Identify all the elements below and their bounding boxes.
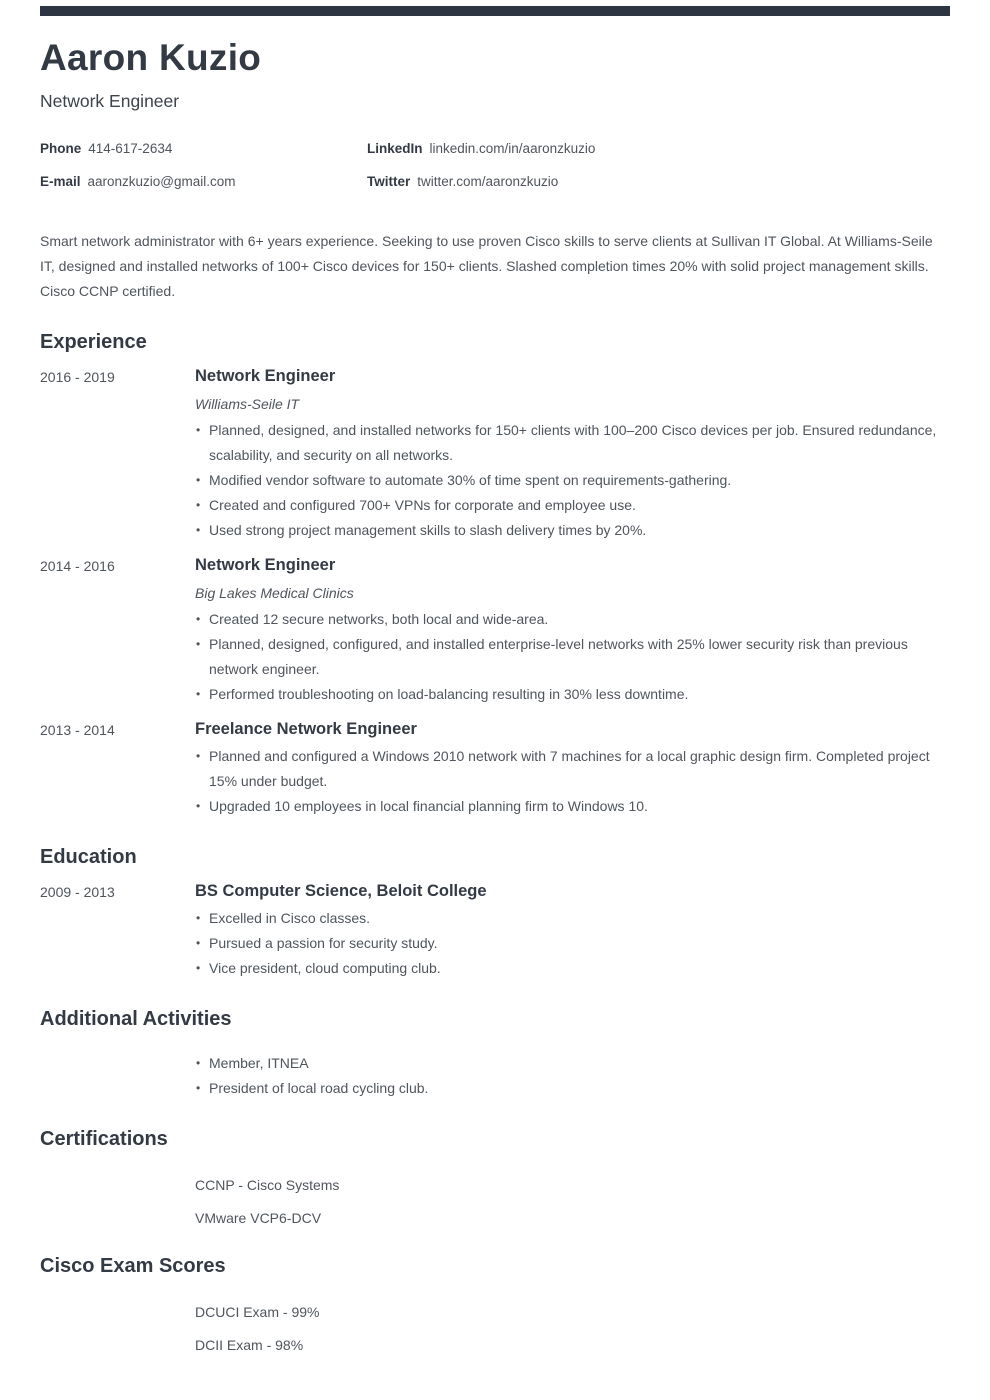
entry-company: Williams-Seile IT bbox=[195, 396, 300, 412]
entry-dates: 2009 - 2013 bbox=[40, 884, 115, 900]
contact-list bbox=[40, 140, 950, 191]
bullet-item: • Planned, designed, and installed networks for 150+ clients with 100–200 Cisco devices per job. Ensured redundance, scalability, and security on all networks. bbox=[195, 418, 950, 468]
bullet-list bbox=[195, 418, 950, 543]
contact-item-twitter bbox=[367, 173, 950, 191]
entry-dates: 2014 - 2016 bbox=[40, 558, 115, 574]
entry-body bbox=[195, 719, 950, 819]
section-certifications bbox=[40, 1127, 950, 1228]
entry-company: Big Lakes Medical Clinics bbox=[195, 585, 354, 601]
section-education bbox=[40, 845, 950, 981]
section-heading-experience: Experience bbox=[40, 331, 147, 353]
education-entry bbox=[40, 881, 950, 981]
bullet-item: • President of local road cycling club. bbox=[195, 1076, 950, 1101]
bullet-item: • Pursued a passion for security study. bbox=[195, 931, 950, 956]
section-additional-activities bbox=[40, 1007, 950, 1101]
entry-dates: 2013 - 2014 bbox=[40, 722, 115, 738]
contact-label: Twitter bbox=[367, 174, 411, 189]
entry-body bbox=[195, 881, 950, 981]
contact-label: Phone bbox=[40, 141, 82, 156]
bullet-list bbox=[195, 607, 950, 707]
bullet-list bbox=[195, 744, 950, 819]
entry-body bbox=[195, 366, 950, 543]
exam-score-item: DCII Exam - 98% bbox=[195, 1337, 304, 1353]
exam-score-item: DCUCI Exam - 99% bbox=[195, 1304, 320, 1320]
entry-title: Network Engineer bbox=[195, 367, 336, 385]
entry-title: Freelance Network Engineer bbox=[195, 720, 417, 738]
contact-label: LinkedIn bbox=[367, 141, 423, 156]
experience-entry bbox=[40, 719, 950, 819]
bullet-list bbox=[195, 906, 950, 981]
contact-value: twitter.com/aaronzkuzio bbox=[417, 174, 559, 189]
entry-body bbox=[195, 1163, 950, 1228]
entry-title: BS Computer Science, Beloit College bbox=[195, 882, 487, 900]
professional-summary: Smart network administrator with 6+ years experience. Seeking to use proven Cisco skills to serve clients at Sullivan IT Global. At Williams-Seile IT, designed and installed networks of 100+ Cisco devices for 150+ clients. Slashed completion times 20% with solid project management skills. Cisco CCNP certified. bbox=[40, 233, 933, 299]
section-cisco-exam-scores bbox=[40, 1254, 950, 1355]
experience-entry bbox=[40, 555, 950, 707]
entry-dates: 2016 - 2019 bbox=[40, 369, 115, 385]
cisco-exam-scores-entry bbox=[40, 1290, 950, 1355]
entry-body bbox=[195, 1043, 950, 1101]
additional-activities-entry bbox=[40, 1043, 950, 1101]
section-heading-cisco-exam-scores: Cisco Exam Scores bbox=[40, 1255, 226, 1277]
bullet-item: • Upgraded 10 employees in local financial planning firm to Windows 10. bbox=[195, 794, 950, 819]
bullet-item: • Created 12 secure networks, both local and wide-area. bbox=[195, 607, 950, 632]
bullet-item: • Member, ITNEA bbox=[195, 1051, 950, 1076]
contact-item-phone bbox=[40, 140, 367, 158]
bullet-item: • Modified vendor software to automate 30% of time spent on requirements-gathering. bbox=[195, 468, 950, 493]
contact-item-linkedin bbox=[367, 140, 950, 158]
section-heading-certifications: Certifications bbox=[40, 1128, 168, 1150]
candidate-job-title: Network Engineer bbox=[40, 91, 180, 111]
bullet-list bbox=[195, 1051, 950, 1101]
certifications-entry bbox=[40, 1163, 950, 1228]
entry-dates-empty bbox=[40, 1163, 195, 1228]
section-heading-education: Education bbox=[40, 846, 137, 868]
entry-title: Network Engineer bbox=[195, 556, 336, 574]
contact-value: 414-617-2634 bbox=[88, 141, 173, 156]
contact-value: linkedin.com/in/aaronzkuzio bbox=[429, 141, 596, 156]
bullet-item: • Planned, designed, configured, and installed enterprise-level networks with 25% lower security risk than previous network engineer. bbox=[195, 632, 950, 682]
bullet-item: • Performed troubleshooting on load-balancing resulting in 30% less downtime. bbox=[195, 682, 950, 707]
entry-dates-empty bbox=[40, 1290, 195, 1355]
section-heading-additional-activities: Additional Activities bbox=[40, 1008, 232, 1030]
experience-entry bbox=[40, 366, 950, 543]
contact-label: E-mail bbox=[40, 174, 81, 189]
section-experience bbox=[40, 330, 950, 819]
resume-header bbox=[40, 38, 950, 191]
top-accent-bar bbox=[40, 6, 950, 16]
bullet-item: • Created and configured 700+ VPNs for corporate and employee use. bbox=[195, 493, 950, 518]
entry-body bbox=[195, 555, 950, 707]
bullet-item: • Planned and configured a Windows 2010 network with 7 machines for a local graphic design firm. Completed project 15% under budget. bbox=[195, 744, 950, 794]
entry-body bbox=[195, 1290, 950, 1355]
bullet-item: • Excelled in Cisco classes. bbox=[195, 906, 950, 931]
contact-value: aaronzkuzio@gmail.com bbox=[87, 174, 236, 189]
bullet-item: • Vice president, cloud computing club. bbox=[195, 956, 950, 981]
certification-item: CCNP - Cisco Systems bbox=[195, 1177, 340, 1193]
entry-dates-empty bbox=[40, 1043, 195, 1101]
bullet-item: • Used strong project management skills to slash delivery times by 20%. bbox=[195, 518, 950, 543]
certification-item: VMware VCP6-DCV bbox=[195, 1210, 322, 1226]
contact-item-email bbox=[40, 173, 367, 191]
candidate-name: Aaron Kuzio bbox=[40, 37, 262, 78]
